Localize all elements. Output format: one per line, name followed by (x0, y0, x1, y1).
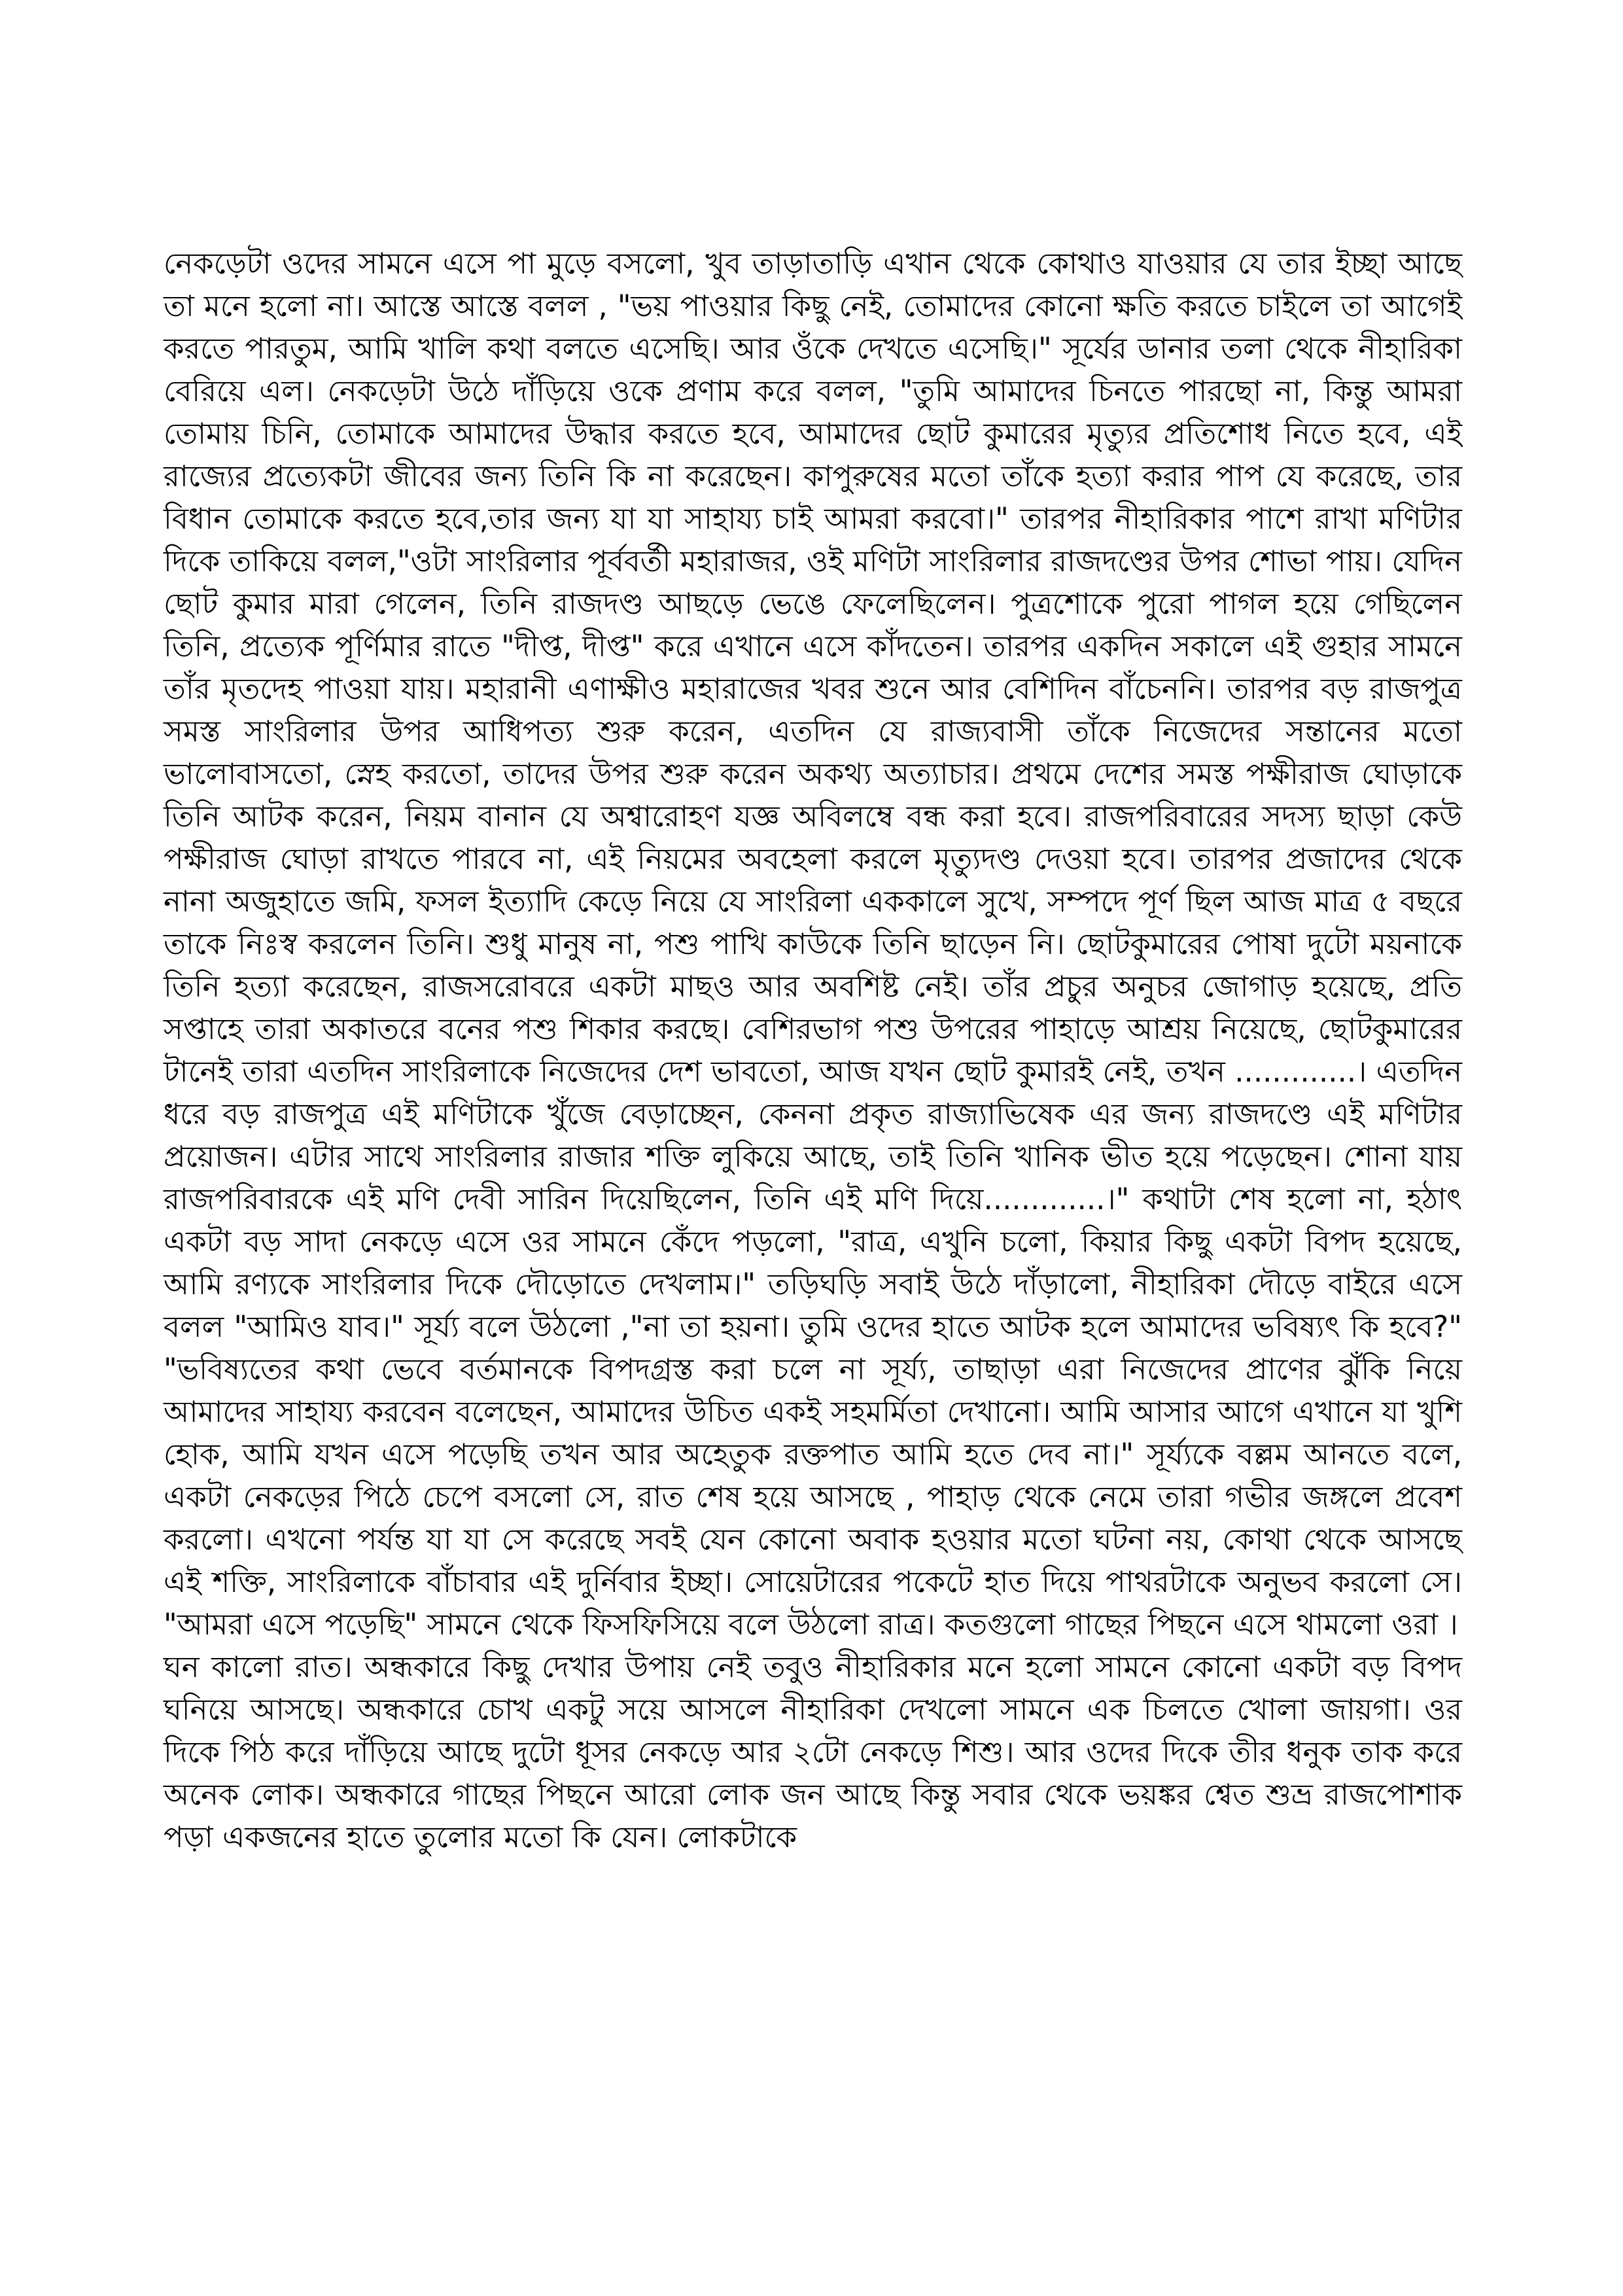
paragraph-1: নেকড়েটা ওদের সামনে এসে পা মুড়ে বসলো, খুব তাড়াতাড়ি এখান থেকে কোথাও যাওয়ার যে তার ইচ্ছা আছে তা মনে হলো না। আস্তে আস্তে বলল , "ভয় পাওয়ার কিছু নেই, তোমাদের কোনো ক্ষতি করতে চাইলে তা আগেই করতে পারতুম, আমি খালি কথা বলতে এসেছি। আর ওঁকে দেখতে এসেছি।" সূর্যের ডানার তলা থেকে নীহারিকা বেরিয়ে এল। নেকড়েটা উঠে দাঁড়িয়ে ওকে প্রণাম করে বলল, "তুমি আমাদের চিনতে পারছো না, কিন্তু আমরা তোমায় চিনি, তোমাকে আমাদের উদ্ধার করতে হবে, আমাদের ছোট কুমারের মৃত্যুর প্রতিশোধ নিতে হবে, এই রাজ্যের প্রত্যেকটা জীবের জন্য তিনি কি না করেছেন। কাপুরুষের মতো তাঁকে হত্যা করার পাপ যে করেছে, তার বিধান তোমাকে করতে হবে,তার জন্য যা যা সাহায্য চাই আমরা করবো।" তারপর নীহারিকার পাশে রাখা মণিটার দিকে তাকিয়ে বলল,"ওটা সাংরিলার পূর্ববর্তী মহারাজর, ওই মণিটা সাংরিলার রাজদণ্ডের উপর শোভা পায়। যেদিন ছোট কুমার মারা গেলেন, তিনি রাজদণ্ড আছড়ে ভেঙে ফেলেছিলেন। পুত্রশোকে পুরো পাগল হয়ে গেছিলেন তিনি, প্রত্যেক পূর্ণিমার রাতে "দীপ্ত, দীপ্ত" করে এখানে এসে কাঁদতেন। তারপর একদিন সকালে এই গুহার সামনে তাঁর মৃতদেহ পাওয়া যায়। মহারানী এণাক্ষীও মহারাজের খবর শুনে আর বেশিদিন বাঁচেননি। তারপর বড় রাজপুত্র সমস্ত সাংরিলার উপর আধিপত্য শুরু করেন, এতদিন যে রাজ্যবাসী তাঁকে নিজেদের সন্তানের মতো ভালোবাসতো, স্নেহ করতো, তাদের উপর শুরু করেন অকথ্য অত্যাচার। প্রথমে দেশের সমস্ত পক্ষীরাজ ঘোড়াকে তিনি আটক করেন, নিয়ম বানান যে অশ্বারোহণ যজ্ঞ অবিলম্বে বন্ধ করা হবে। রাজপরিবারের সদস্য ছাড়া কেউ পক্ষীরাজ ঘোড়া রাখতে পারবে না, এই নিয়মের অবহেলা করলে মৃত্যুদণ্ড দেওয়া হবে। তারপর প্রজাদের থেকে নানা অজুহাতে জমি, ফসল ইত্যাদি কেড়ে নিয়ে যে সাংরিলা এককালে সুখে, সম্পদে পূর্ণ ছিল আজ মাত্র ৫ বছরে তাকে নিঃস্ব করলেন তিনি। শুধু মানুষ না, পশু পাখি কাউকে তিনি ছাড়েন নি। ছোটকুমারের পোষা দুটো ময়নাকে তিনি হত্যা করেছেন, রাজসরোবরে একটা মাছও আর অবশিষ্ট নেই। তাঁর প্রচুর অনুচর জোগাড় হয়েছে, প্রতি সপ্তাহে তারা অকাতরে বনের পশু শিকার করছে। বেশিরভাগ পশু উপরের পাহাড়ে আশ্রয় নিয়েছে, ছোটকুমারের টানেই তারা এতদিন সাংরিলাকে নিজেদের দেশ ভাবতো, আজ যখন ছোট কুমারই নেই, তখন .............। এতদিন ধরে বড় রাজপুত্র এই মণিটাকে খুঁজে বেড়াচ্ছেন, কেননা প্রকৃত রাজ্যাভিষেক এর জন্য রাজদণ্ডে এই মণিটার প্রয়োজন। এটার সাথে সাংরিলার রাজার শক্তি লুকিয়ে আছে, তাই তিনি খানিক ভীত হয়ে পড়েছেন। শোনা যায় রাজপরিবারকে এই মণি দেবী সারিন দিয়েছিলেন, তিনি এই মণি দিয়ে.............।" কথাটা শেষ হলো না, হঠাৎ একটা বড় সাদা নেকড়ে এসে ওর সামনে কেঁদে পড়লো, "রাত্র, এখুনি চলো, কিয়ার কিছু একটা বিপদ হয়েছে, আমি রণ্যকে সাংরিলার দিকে দৌড়োতে দেখলাম।" তড়িঘড়ি সবাই উঠে দাঁড়ালো, নীহারিকা দৌড়ে বাইরে এসে বলল "আমিও যাব।" সূর্য্য বলে উঠলো ,"না তা হয়না। তুমি ওদের হাতে আটক হলে আমাদের ভবিষ্যৎ কি হবে?" "ভবিষ্যতের কথা ভেবে বর্তমানকে বিপদগ্রস্ত করা চলে না সূর্য্য, তাছাড়া এরা নিজেদের প্রাণের ঝুঁকি নিয়ে আমাদের সাহায্য করবেন বলেছেন, আমাদের উচিত একই সহমর্মিতা দেখানো। আমি আসার আগে এখানে যা খুশি হোক, আমি যখন এসে পড়েছি তখন আর অহেতুক রক্তপাত আমি হতে দেব না।" সূর্য্যকে বল্লম আনতে বলে, একটা নেকড়ের পিঠে চেপে বসলো সে, রাত শেষ হয়ে আসছে , পাহাড় থেকে নেমে তারা গভীর জঙ্গলে প্রবেশ করলো। এখনো পর্যন্ত যা যা সে করেছে সবই যেন কোনো অবাক হওয়ার মতো ঘটনা নয়, কোথা থেকে আসছে এই শক্তি, সাংরিলাকে বাঁচাবার এই দুর্নিবার ইচ্ছা। সোয়েটারের পকেটে হাত দিয়ে পাথরটাকে অনুভব করলো সে। "আমরা এসে পড়েছি" সামনে থেকে ফিসফিসিয়ে বলে উঠলো রাত্র। কতগুলো গাছের পিছনে এসে থামলো ওরা । (164, 246, 1462, 1642)
story-text (164, 242, 1462, 1858)
paragraph-2: ঘন কালো রাত। অন্ধকারে কিছু দেখার উপায় নেই তবুও নীহারিকার মনে হলো সামনে কোনো একটা বড় বিপদ ঘনিয়ে আসছে। অন্ধকারে চোখ একটু সয়ে আসলে নীহারিকা দেখলো সামনে এক চিলতে খোলা জায়গা। ওর দিকে পিঠ করে দাঁড়িয়ে আছে দুটো ধূসর নেকড়ে আর ২টো নেকড়ে শিশু। আর ওদের দিকে তীর ধনুক তাক করে অনেক লোক। অন্ধকারে গাছের পিছনে আরো লোক জন আছে কিন্তু সবার থেকে ভয়ঙ্কর শ্বেত শুভ্র রাজপোশাক পড়া একজনের হাতে তুলোর মতো কি যেন। লোকটাকে (164, 1650, 1462, 1854)
